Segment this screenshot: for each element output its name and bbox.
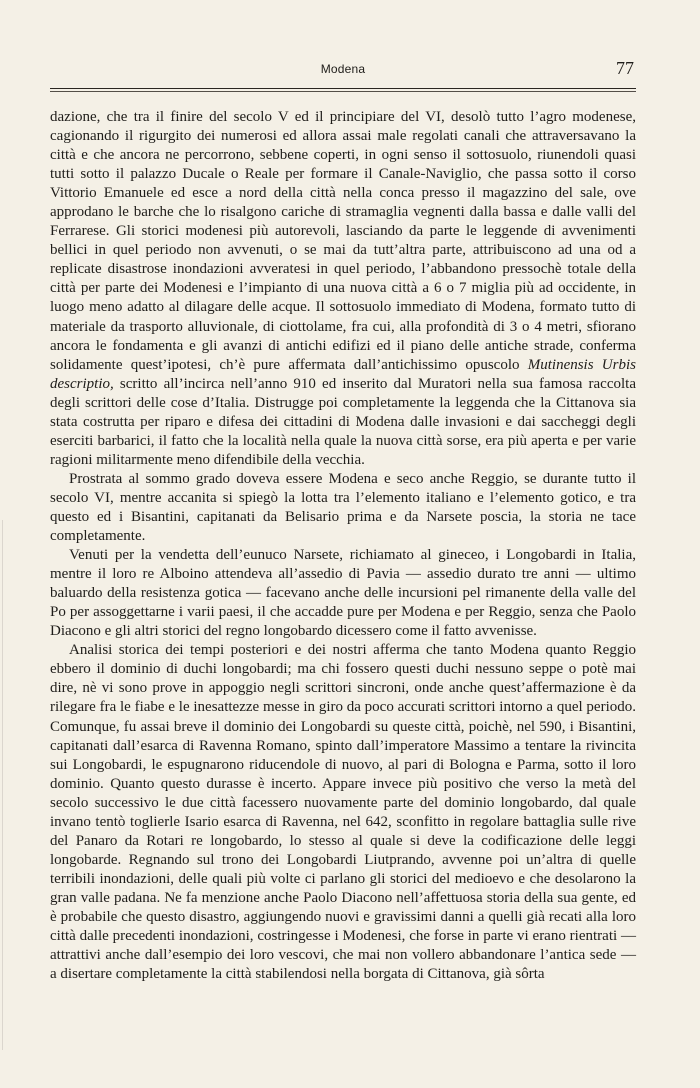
- body-text: [50, 108, 636, 1048]
- page-number: 77: [616, 58, 634, 78]
- paragraph-3: Venuti per la vendetta dell’eunuco Narsete, richiamato al gineceo, i Longobardi in Italia, mentre il loro re Alboino attendeva all’assedio di Pavia — assedio durato tre anni — ultimo baluardo della resistenza gotica — facevano anche delle incursioni pel rimanente della valle del Po per assoggettarne i varii paesi, il che accadde pure per Modena e per Reggio, senza che Paolo Diacono e gli altri storici del regno longobardo dicessero come il fatto avvenisse.: [50, 547, 636, 640]
- running-title: Modena: [320, 62, 366, 76]
- paragraph-4: Analisi storica dei tempi posteriori e dei nostri afferma che tanto Modena quanto Reggio ebbero il dominio di duchi longobardi; ma chi fossero questi duchi nessuno seppe o potè mai dire, nè vi sono prove in appoggio negli scrittori sincroni, onde anche quest’affermazione è da rilegare fra le fiabe e le inesattezze messe in giro da poco accurati scrittori intorno a quel periodo. Comunque, fu assai breve il dominio dei Longobardi su queste città, poichè, nel 590, i Bisantini, capitanati dall’esarca di Ravenna Romano, spinto dall’imperatore Massimo a tentare la rivincita sui Longobardi, le espugnarono riducendole di nuovo, al pari di Bologna e Parma, sotto il loro dominio. Quanto questo durasse è incerto. Appare invece più positivo che verso la metà del secolo successivo le due città facessero nuovamente parte del dominio longobardo, dal quale invano tentò toglierle Isario esarca di Ravenna, nel 642, sconfitto in regolare battaglia sulle rive del Panaro da Rotari re longobardo, lo stesso al quale si deve la codificazione delle leggi longobarde. Regnando sul trono dei Longobardi Liutprando, avvenne poi un’altra di quelle terribili inondazioni, delle quali più volte ci parlano gli storici del medioevo e che desolarono la gran valle padana. Ne fa menzione anche Paolo Diacono nell’affettuosa storia della sua gente, ed è probabile che questo disastro, aggiungendo nuovi e gravissimi danni a quelli già recati alla loro città dalle precedenti inondazioni, costringesse i Modenesi, che forse in parte vi erano rientrati — attrattivi anche dall’esempio dei loro vescovi, che mai non vollero abbandonare l’antica sede — a disertare completamente la città stabilendosi nella borgata di Cittanova, già sôrta: [50, 642, 636, 983]
- latin-title: Mutinensis Urbis descriptio,: [50, 356, 636, 392]
- scan-artifact-line: [2, 520, 3, 1050]
- paragraph-1-text-before: dazione, che tra il finire del secolo V ed il principiare del VI, desolò tutto l’agro modenese, cagionando il rigurgito dei numerosi ed allora assai male regolati canali che attraversavano la città e che ancora ne percorrono, sebbene coperti, in ogni senso il sottosuolo, riunendoli quasi tutti sotto il palazzo Ducale o Reale per formare il Canale-Naviglio, che passa sotto il corso Vittorio Emanuele ed esce a nord della città nella conca presso il magazzino del sale, ove approdano le barche che lo risalgono cariche di stramaglia vegnenti dalla bassa e dalle valli del Ferrarese. Gli storici modenesi più autorevoli, lasciando da parte le leggende di avvenimenti bellici in quel periodo non avvenuti, o se mai da tutt’altra parte, attribuiscono ad una od a replicate disastrose inondazioni avveratesi in quel periodo, l’abbandono pressochè totale della città per parte dei Modenesi e l’impianto di una nuova città a 6 o 7 miglia più ad occidente, in luogo meno adatto al dilagare delle acque. Il sottosuolo immediato di Modena, formato tutto di materiale da trasporto alluvionale, di ciottolame, fra cui, alla profondità di 3 o 4 metri, sfiorano ancora le fondamenta e gli avanzi di antichi edifizi ed il piano delle antiche strade, conferma solidamente quest’ipotesi, ch’è pure affermata dall’antichissimo opuscolo: [50, 109, 636, 373]
- header-rule-secondary: [50, 91, 636, 92]
- paragraph-1: [50, 108, 636, 470]
- header-rule: [50, 88, 636, 89]
- paragraph-1-text-after: scritto all’incirca nell’anno 910 ed inserito dal Muratori nella sua famosa raccolta degli scrittori delle cose d’Italia. Distrugge poi completamente la leggenda che la Cittanova sia stata costrutta per riparo e difesa dei cittadini di Modena dalle invasioni e dai saccheggi degli eserciti barbarici, il fatto che la località nella quale la nuova città sorse, era più aperta e per varie ragioni militarmente meno difendibile della vecchia.: [50, 375, 636, 468]
- paragraph-2: Prostrata al sommo grado doveva essere Modena e seco anche Reggio, se durante tutto il secolo VI, mentre accanita si spiegò la lotta tra l’elemento italiano e l’elemento gotico, e tra questo ed i Bisantini, capitanati da Belisario prima e da Narsete poscia, la storia ne tace completamente.: [50, 470, 636, 545]
- running-header: [50, 60, 636, 84]
